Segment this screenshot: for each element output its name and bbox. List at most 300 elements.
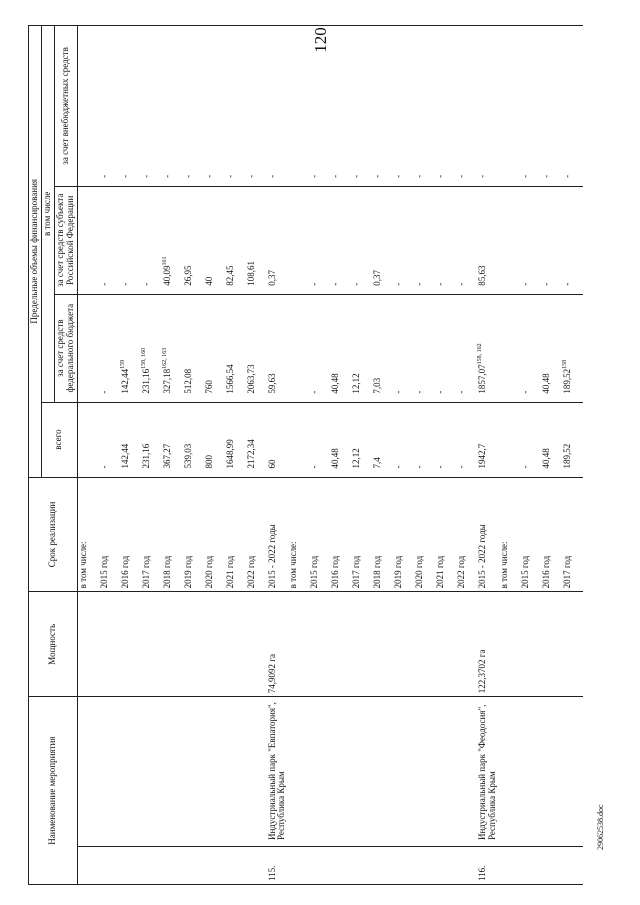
cell-period-text: 2022 год xyxy=(245,555,256,589)
cell-federal-text: 760 xyxy=(203,380,214,394)
cell-extra xyxy=(225,26,246,187)
cell-subject-text: - xyxy=(541,282,552,286)
cell-total xyxy=(520,402,541,477)
cell-federal-footnote: 158, 160 xyxy=(140,347,147,369)
cell-capacity xyxy=(267,592,289,697)
cell-period xyxy=(330,477,351,592)
cell-number xyxy=(267,847,289,885)
cell-total-text: 189,52 xyxy=(562,443,573,469)
cell-extra-text: - xyxy=(541,174,552,178)
header-period: Срок реализации xyxy=(29,477,78,592)
table-row xyxy=(456,26,477,885)
table-row xyxy=(141,26,162,885)
cell-period-text: 2022 год xyxy=(456,555,467,589)
cell-federal-text: - xyxy=(456,390,467,394)
cell-total-text: 40,48 xyxy=(330,448,341,469)
cell-period xyxy=(246,477,267,592)
cell-subject xyxy=(99,186,120,294)
cell-extra-text: - xyxy=(520,174,531,178)
cell-period xyxy=(267,477,289,592)
cell-federal-text: 327,18 xyxy=(161,368,172,394)
cell-total xyxy=(562,402,583,477)
cell-subject xyxy=(435,186,456,294)
cell-capacity xyxy=(183,592,204,697)
cell-name xyxy=(225,697,246,847)
cell-total-text: 367,27 xyxy=(161,443,172,469)
cell-capacity xyxy=(393,592,414,697)
cell-federal xyxy=(372,294,393,402)
cell-period-text: 2017 год xyxy=(351,555,362,589)
cell-subject xyxy=(225,186,246,294)
table-row xyxy=(225,26,246,885)
cell-subject-text: - xyxy=(414,282,425,286)
cell-name-text: Индустриальный парк "Евпатория", Республика Крым xyxy=(266,702,287,841)
cell-period xyxy=(541,477,562,592)
cell-number xyxy=(562,847,583,885)
cell-name xyxy=(183,697,204,847)
cell-extra xyxy=(309,26,330,187)
cell-subject xyxy=(204,186,225,294)
cell-subject-text: - xyxy=(351,282,362,286)
cell-number xyxy=(393,847,414,885)
cell-federal-text: 1566,54 xyxy=(224,364,235,394)
cell-period-text: 2019 год xyxy=(182,555,193,589)
cell-capacity xyxy=(120,592,141,697)
cell-extra-text: - xyxy=(562,174,573,178)
cell-subject-footnote: 161 xyxy=(161,256,168,266)
cell-period-text: 2015 год xyxy=(309,555,320,589)
cell-capacity xyxy=(477,592,499,697)
cell-capacity xyxy=(309,592,330,697)
cell-federal-footnote: 162, 163 xyxy=(161,347,168,369)
cell-total xyxy=(393,402,414,477)
table-row xyxy=(162,26,183,885)
document-footer: 29062538.doc xyxy=(596,804,605,850)
cell-total xyxy=(120,402,141,477)
cell-period xyxy=(477,477,499,592)
cell-extra-text: - xyxy=(119,174,130,178)
cell-federal-footnote: 159 xyxy=(119,359,126,369)
cell-capacity xyxy=(141,592,162,697)
table-row xyxy=(499,26,520,885)
cell-total-text: 539,03 xyxy=(182,443,193,469)
cell-federal xyxy=(267,294,289,402)
cell-subject-text: - xyxy=(98,282,109,286)
table-row xyxy=(99,26,120,885)
cell-extra-text: - xyxy=(98,174,109,178)
cell-total-text: 1942,7 xyxy=(477,443,488,469)
table-row xyxy=(562,26,583,885)
cell-subject xyxy=(288,186,309,294)
cell-subject xyxy=(456,186,477,294)
table-row xyxy=(393,26,414,885)
cell-number xyxy=(330,847,351,885)
cell-number xyxy=(204,847,225,885)
cell-period-text: 2015 - 2022 годы xyxy=(477,524,488,589)
cell-total-text: 2172,34 xyxy=(245,439,256,469)
cell-number xyxy=(541,847,562,885)
cell-capacity xyxy=(246,592,267,697)
table-row xyxy=(330,26,351,885)
cell-federal-text: 40,48 xyxy=(541,373,552,394)
cell-total-text: 231,16 xyxy=(140,443,151,469)
cell-extra-text: - xyxy=(435,174,446,178)
cell-name xyxy=(435,697,456,847)
header-funding: Предельные объемы финансирования xyxy=(29,26,42,478)
cell-subject xyxy=(520,186,541,294)
cell-total xyxy=(183,402,204,477)
cell-total xyxy=(477,402,499,477)
cell-number xyxy=(120,847,141,885)
cell-total xyxy=(541,402,562,477)
cell-federal xyxy=(499,294,520,402)
cell-period xyxy=(141,477,162,592)
cell-extra xyxy=(520,26,541,187)
cell-extra xyxy=(477,26,499,187)
cell-extra-text: - xyxy=(393,174,404,178)
cell-period xyxy=(204,477,225,592)
cell-extra xyxy=(541,26,562,187)
cell-period-text: 2016 год xyxy=(541,555,552,589)
cell-subject xyxy=(77,186,99,294)
cell-name-text: Индустриальный парк "Феодосия", Республика Крым xyxy=(477,704,498,841)
cell-capacity xyxy=(414,592,435,697)
cell-extra xyxy=(562,26,583,187)
cell-capacity xyxy=(330,592,351,697)
cell-period-text: 2016 год xyxy=(119,555,130,589)
cell-number xyxy=(520,847,541,885)
header-total: всего xyxy=(41,402,77,477)
cell-period-text: 2021 год xyxy=(224,555,235,589)
cell-period-text: 2021 год xyxy=(435,555,446,589)
cell-number xyxy=(351,847,372,885)
cell-name xyxy=(246,697,267,847)
cell-total-text: - xyxy=(520,465,531,469)
cell-subject-text: 108,61 xyxy=(245,260,256,286)
cell-total xyxy=(435,402,456,477)
cell-subject-text: - xyxy=(520,282,531,286)
page-number: 120 xyxy=(310,27,330,53)
cell-total xyxy=(246,402,267,477)
cell-period-text: 2017 год xyxy=(562,555,573,589)
cell-subject-text: 40 xyxy=(203,276,214,286)
cell-extra-text: - xyxy=(245,174,256,178)
cell-total xyxy=(77,402,99,477)
cell-subject xyxy=(267,186,289,294)
cell-federal-text: 2063,73 xyxy=(245,364,256,394)
header-including: в том числе xyxy=(41,26,54,403)
rotated-table-container xyxy=(28,25,600,885)
cell-federal-footnote: 158, 162 xyxy=(477,343,484,365)
cell-federal-text: - xyxy=(393,390,404,394)
cell-federal-text: - xyxy=(414,390,425,394)
cell-total xyxy=(204,402,225,477)
cell-federal-text: 40,48 xyxy=(330,373,341,394)
cell-federal-text: 189,52 xyxy=(562,368,573,394)
header-capacity: Мощность xyxy=(29,592,78,697)
cell-period xyxy=(120,477,141,592)
cell-total-text: - xyxy=(456,465,467,469)
cell-name xyxy=(267,697,289,847)
cell-federal xyxy=(204,294,225,402)
cell-extra-text: - xyxy=(224,174,235,178)
cell-extra xyxy=(204,26,225,187)
cell-number xyxy=(309,847,330,885)
cell-extra xyxy=(162,26,183,187)
cell-capacity xyxy=(77,592,99,697)
cell-extra xyxy=(372,26,393,187)
cell-name xyxy=(520,697,541,847)
table-row xyxy=(309,26,330,885)
cell-period xyxy=(414,477,435,592)
cell-period-text: 2020 год xyxy=(414,555,425,589)
cell-number xyxy=(477,847,499,885)
cell-name xyxy=(414,697,435,847)
cell-subject-text: 26,95 xyxy=(182,265,193,286)
cell-federal xyxy=(225,294,246,402)
cell-capacity xyxy=(162,592,183,697)
cell-total-text: - xyxy=(98,465,109,469)
cell-number xyxy=(183,847,204,885)
cell-subject xyxy=(477,186,499,294)
cell-federal xyxy=(477,294,499,402)
cell-number xyxy=(246,847,267,885)
cell-name xyxy=(393,697,414,847)
cell-extra xyxy=(414,26,435,187)
cell-federal-text: - xyxy=(309,390,320,394)
cell-capacity xyxy=(204,592,225,697)
cell-capacity xyxy=(499,592,520,697)
cell-federal xyxy=(99,294,120,402)
cell-capacity xyxy=(520,592,541,697)
cell-extra xyxy=(456,26,477,187)
cell-name xyxy=(77,697,99,847)
cell-extra-text: - xyxy=(372,174,383,178)
cell-extra xyxy=(183,26,204,187)
table-row xyxy=(120,26,141,885)
table-row xyxy=(477,26,499,885)
header-name: Наименование мероприятия xyxy=(29,697,78,885)
cell-federal xyxy=(520,294,541,402)
cell-subject xyxy=(414,186,435,294)
cell-period-text: 2016 год xyxy=(330,555,341,589)
header-subject: за счет средств субъекта Российской Федерации xyxy=(54,186,77,294)
cell-federal xyxy=(414,294,435,402)
cell-subject-text: - xyxy=(435,282,446,286)
cell-name xyxy=(499,697,520,847)
cell-federal xyxy=(246,294,267,402)
cell-period xyxy=(562,477,583,592)
cell-extra xyxy=(499,26,520,187)
cell-federal xyxy=(541,294,562,402)
cell-total xyxy=(225,402,246,477)
cell-total xyxy=(99,402,120,477)
table-row xyxy=(77,26,99,885)
cell-subject-text: 82,45 xyxy=(224,265,235,286)
cell-federal-text: - xyxy=(98,390,109,394)
cell-total xyxy=(499,402,520,477)
cell-number xyxy=(372,847,393,885)
cell-period-text: 2020 год xyxy=(203,555,214,589)
cell-total xyxy=(288,402,309,477)
cell-total xyxy=(162,402,183,477)
cell-subject xyxy=(141,186,162,294)
cell-name xyxy=(351,697,372,847)
cell-subject xyxy=(309,186,330,294)
cell-federal-text: 7,03 xyxy=(372,377,383,394)
cell-subject xyxy=(372,186,393,294)
cell-number xyxy=(435,847,456,885)
table-row xyxy=(267,26,289,885)
cell-capacity xyxy=(225,592,246,697)
cell-period xyxy=(225,477,246,592)
cell-subject-text: 40,09 xyxy=(161,265,172,286)
cell-period-text: в том числе: xyxy=(288,541,299,589)
cell-name xyxy=(330,697,351,847)
cell-extra-text: - xyxy=(309,174,320,178)
cell-period xyxy=(435,477,456,592)
cell-total xyxy=(141,402,162,477)
cell-period-text: 2015 год xyxy=(520,555,531,589)
cell-subject xyxy=(246,186,267,294)
cell-number xyxy=(499,847,520,885)
cell-period xyxy=(393,477,414,592)
cell-name xyxy=(309,697,330,847)
cell-subject-text: 85,63 xyxy=(477,265,488,286)
cell-period xyxy=(309,477,330,592)
cell-subject xyxy=(499,186,520,294)
cell-capacity xyxy=(351,592,372,697)
cell-total-text: 800 xyxy=(203,455,214,469)
table-row xyxy=(204,26,225,885)
cell-federal xyxy=(309,294,330,402)
cell-total-text: 7,4 xyxy=(372,457,383,469)
cell-extra xyxy=(288,26,309,187)
table-row xyxy=(288,26,309,885)
cell-capacity xyxy=(435,592,456,697)
cell-extra-text: - xyxy=(456,174,467,178)
cell-period xyxy=(351,477,372,592)
cell-subject xyxy=(393,186,414,294)
cell-extra xyxy=(435,26,456,187)
cell-total-text: - xyxy=(393,465,404,469)
cell-extra-text: - xyxy=(477,174,488,178)
cell-name xyxy=(456,697,477,847)
cell-number xyxy=(414,847,435,885)
cell-period xyxy=(372,477,393,592)
cell-extra-text: - xyxy=(161,174,172,178)
cell-subject xyxy=(330,186,351,294)
cell-number-text: 115. xyxy=(266,865,277,881)
cell-capacity xyxy=(541,592,562,697)
cell-federal xyxy=(330,294,351,402)
cell-total xyxy=(267,402,289,477)
cell-extra-text: - xyxy=(414,174,425,178)
cell-extra xyxy=(77,26,99,187)
cell-period-text: 2019 год xyxy=(393,555,404,589)
table-row xyxy=(520,26,541,885)
header-extra: за счет внебюджетных средств xyxy=(54,26,77,187)
cell-period-text: 2018 год xyxy=(372,555,383,589)
cell-name xyxy=(372,697,393,847)
cell-period-text: 2015 год xyxy=(98,555,109,589)
cell-federal xyxy=(393,294,414,402)
cell-period xyxy=(499,477,520,592)
cell-total-text: 12,12 xyxy=(351,448,362,469)
cell-number xyxy=(288,847,309,885)
cell-capacity xyxy=(99,592,120,697)
cell-name xyxy=(204,697,225,847)
cell-name xyxy=(99,697,120,847)
table-row xyxy=(351,26,372,885)
cell-subject-text: - xyxy=(309,282,320,286)
cell-period xyxy=(288,477,309,592)
cell-subject-text: - xyxy=(562,282,573,286)
cell-extra xyxy=(99,26,120,187)
cell-subject-text: - xyxy=(140,282,151,286)
cell-extra xyxy=(267,26,289,187)
cell-total xyxy=(456,402,477,477)
cell-subject-text: 0,37 xyxy=(372,269,383,286)
cell-number xyxy=(456,847,477,885)
table-body xyxy=(77,26,583,885)
cell-subject xyxy=(183,186,204,294)
cell-federal xyxy=(162,294,183,402)
cell-number xyxy=(162,847,183,885)
cell-total-text: 142,44 xyxy=(119,443,130,469)
table-row xyxy=(372,26,393,885)
cell-extra-text: - xyxy=(330,174,341,178)
cell-capacity xyxy=(288,592,309,697)
cell-period xyxy=(99,477,120,592)
cell-extra-text: - xyxy=(140,174,151,178)
cell-extra xyxy=(246,26,267,187)
cell-name xyxy=(288,697,309,847)
cell-federal xyxy=(77,294,99,402)
cell-extra-text: - xyxy=(266,174,277,178)
cell-name xyxy=(541,697,562,847)
cell-period-text: 2015 - 2022 годы xyxy=(266,524,277,589)
cell-name xyxy=(162,697,183,847)
table-row xyxy=(414,26,435,885)
cell-capacity xyxy=(562,592,583,697)
cell-federal-text: 1857,07 xyxy=(477,364,488,394)
cell-federal xyxy=(562,294,583,402)
cell-extra xyxy=(351,26,372,187)
table-row xyxy=(541,26,562,885)
cell-federal-text: - xyxy=(520,390,531,394)
cell-name xyxy=(562,697,583,847)
cell-subject-text: - xyxy=(119,282,130,286)
cell-extra-text: - xyxy=(351,174,362,178)
cell-federal xyxy=(456,294,477,402)
cell-federal xyxy=(183,294,204,402)
cell-extra-text: - xyxy=(182,174,193,178)
cell-subject-text: - xyxy=(393,282,404,286)
cell-federal xyxy=(120,294,141,402)
cell-total xyxy=(351,402,372,477)
cell-total-text: 40,48 xyxy=(541,448,552,469)
cell-extra-text: - xyxy=(203,174,214,178)
cell-capacity xyxy=(372,592,393,697)
cell-capacity xyxy=(456,592,477,697)
funding-table xyxy=(28,25,583,885)
cell-federal xyxy=(435,294,456,402)
cell-total-text: - xyxy=(414,465,425,469)
cell-subject xyxy=(541,186,562,294)
cell-total xyxy=(330,402,351,477)
cell-federal-text: 59,63 xyxy=(266,373,277,394)
